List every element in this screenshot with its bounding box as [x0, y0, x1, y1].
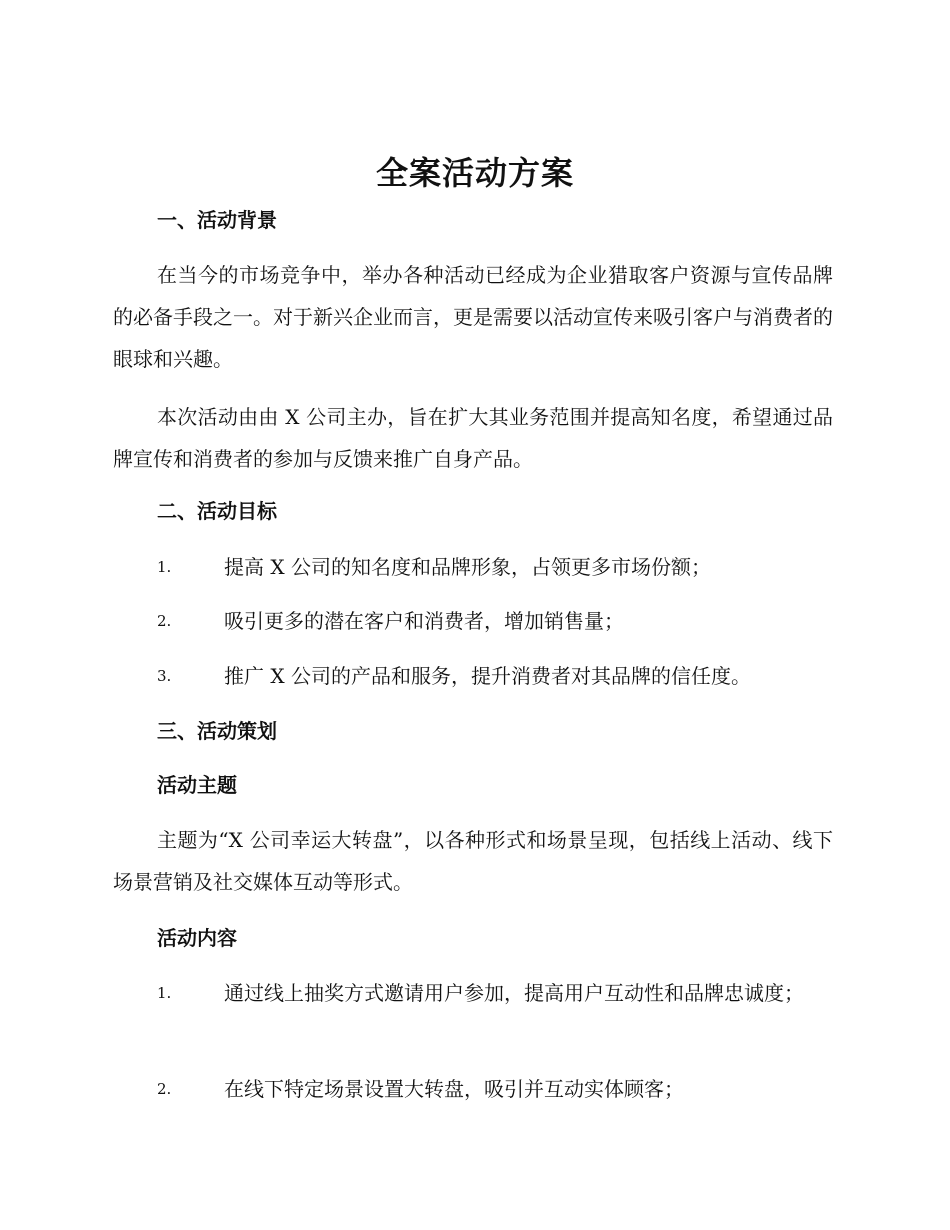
list-number: 1. — [157, 984, 172, 1002]
background-paragraph-2: 本次活动由由 X 公司主办，旨在扩大其业务范围并提高知名度，希望通过品牌宣传和消费者的参加与反馈来推广自身产品。 — [113, 405, 833, 471]
list-number: 3. — [157, 667, 172, 685]
content-list-item-2 — [113, 1068, 833, 1110]
content-list-item-1 — [113, 972, 833, 1014]
section-heading-goals: 二、活动目标 — [157, 499, 277, 523]
subheading-theme: 活动主题 — [157, 773, 237, 797]
goal-list-item-2 — [113, 600, 833, 642]
list-number: 1. — [157, 558, 172, 576]
list-text: 吸引更多的潜在客户和消费者，增加销售量； — [224, 609, 624, 633]
list-text: 推广 X 公司的产品和服务，提升消费者对其品牌的信任度。 — [224, 664, 751, 688]
document-title: 全案活动方案 — [375, 154, 574, 192]
background-paragraph-1: 在当今的市场竞争中，举办各种活动已经成为企业猎取客户资源与宣传品牌的必备手段之一。对于新兴企业而言，更是需要以活动宣传来吸引客户与消费者的眼球和兴趣。 — [113, 263, 833, 371]
goal-list-item-3 — [113, 655, 833, 697]
goal-list-item-1 — [113, 546, 833, 588]
list-number: 2. — [157, 1080, 172, 1098]
theme-paragraph: 主题为“X 公司幸运大转盘”，以各种形式和场景呈现，包括线上活动、线下场景营销及社交媒体互动等形式。 — [113, 828, 833, 894]
list-text: 在线下特定场景设置大转盘，吸引并互动实体顾客； — [224, 1077, 684, 1101]
section-heading-background: 一、活动背景 — [157, 208, 277, 232]
list-number: 2. — [157, 612, 172, 630]
list-text: 提高 X 公司的知名度和品牌形象，占领更多市场份额； — [224, 555, 711, 579]
subheading-content: 活动内容 — [157, 926, 237, 950]
list-text: 通过线上抽奖方式邀请用户参加，提高用户互动性和品牌忠诚度； — [224, 981, 804, 1005]
section-heading-planning: 三、活动策划 — [157, 719, 277, 743]
